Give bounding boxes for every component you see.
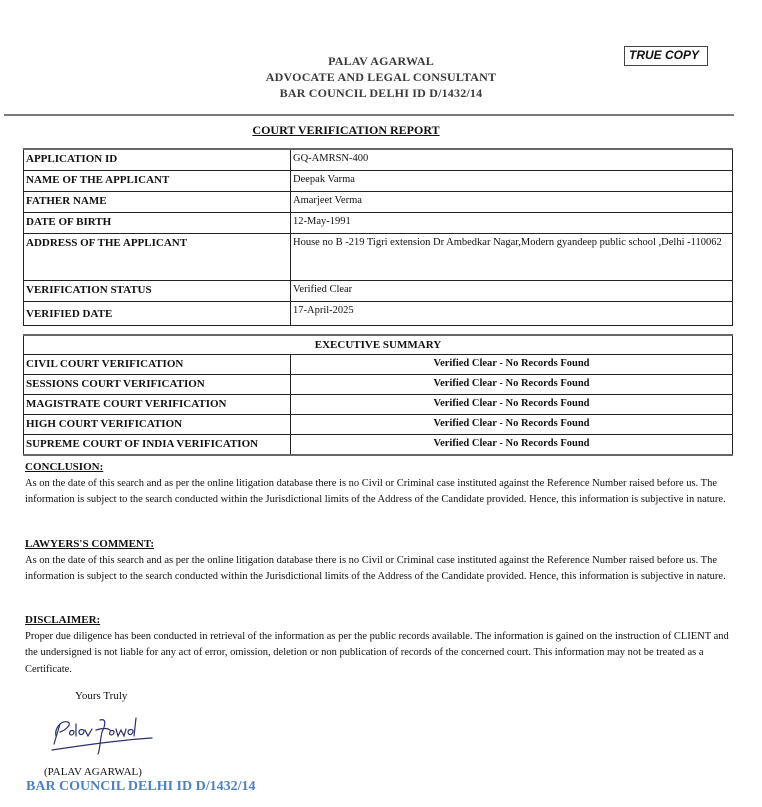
report-title: COURT VERIFICATION REPORT xyxy=(252,123,440,137)
court-label: SESSIONS COURT VERIFICATION xyxy=(24,375,291,395)
table-row xyxy=(24,192,733,213)
disclaimer-section xyxy=(25,612,737,678)
table-row xyxy=(24,213,733,234)
table-header-row xyxy=(24,335,733,355)
detail-value: House no B -219 Tigri extension Dr Ambedkar Nagar,Modern gyandeep public school ,Delhi -110062 xyxy=(291,234,733,281)
detail-value: Deepak Varma xyxy=(291,171,733,192)
table-row xyxy=(24,435,733,456)
detail-label: FATHER NAME xyxy=(24,192,291,213)
court-label: SUPREME COURT OF INDIA VERIFICATION xyxy=(24,435,291,456)
table-row xyxy=(24,149,733,171)
court-result: Verified Clear - No Records Found xyxy=(291,435,733,456)
detail-value: GQ-AMRSN-400 xyxy=(291,149,733,171)
table-row xyxy=(24,395,733,415)
executive-summary-table xyxy=(23,334,733,456)
court-result: Verified Clear - No Records Found xyxy=(291,395,733,415)
applicant-details-table xyxy=(23,148,733,326)
detail-value: 17-April-2025 xyxy=(291,302,733,326)
table-row xyxy=(24,171,733,192)
summary-title: EXECUTIVE SUMMARY xyxy=(24,335,733,355)
signatory-name: (PALAV AGARWAL) xyxy=(44,766,142,778)
court-label: HIGH COURT VERIFICATION xyxy=(24,415,291,435)
detail-label: APPLICATION ID xyxy=(24,149,291,171)
disclaimer-text: Proper due diligence has been conducted in retrieval of the information as per the public records available. The information is gained on the instruction of CLIENT and the undersigned is not liable for any act of error, omission, deletion or non publication of records of the concerned court. This information may not be treated as a Certificate. xyxy=(25,630,729,675)
detail-label: VERIFICATION STATUS xyxy=(24,281,291,302)
court-result: Verified Clear - No Records Found xyxy=(291,415,733,435)
closing-salutation: Yours Truly xyxy=(75,690,128,702)
table-row xyxy=(24,375,733,395)
signatory-bar-id: BAR COUNCIL DELHI ID D/1432/14 xyxy=(26,779,256,794)
table-row xyxy=(24,281,733,302)
table-row xyxy=(24,415,733,435)
conclusion-heading: CONCLUSION: xyxy=(25,461,104,473)
conclusion-section xyxy=(25,459,737,509)
lawyers-comment-heading: LAWYERS'S COMMENT: xyxy=(25,538,155,550)
advocate-name: PALAV AGARWAL xyxy=(328,54,434,68)
disclaimer-heading: DISCLAIMER: xyxy=(25,614,101,626)
conclusion-text: As on the date of this search and as per the online litigation database there is no Civil or Criminal case instituted against the Reference Number raised before us. The information is subject to the search conducted within the Jurisdictional limits of the Address of the Candidate provided. Hence, this information is subjective in nature. xyxy=(25,477,726,505)
table-row xyxy=(24,302,733,326)
advocate-designation: ADVOCATE AND LEGAL CONSULTANT xyxy=(265,70,497,84)
detail-label: DATE OF BIRTH xyxy=(24,213,291,234)
court-label: CIVIL COURT VERIFICATION xyxy=(24,355,291,375)
true-copy-stamp: TRUE COPY xyxy=(624,46,708,66)
detail-label: NAME OF THE APPLICANT xyxy=(24,171,291,192)
advocate-bar-id: BAR COUNCIL DELHI ID D/1432/14 xyxy=(279,86,483,100)
detail-value: Amarjeet Verma xyxy=(291,192,733,213)
signature-image xyxy=(48,710,158,760)
lawyers-comment-section xyxy=(25,536,737,586)
table-row xyxy=(24,234,733,281)
detail-value: Verified Clear xyxy=(291,281,733,302)
detail-label: VERIFIED DATE xyxy=(24,302,291,326)
detail-value: 12-May-1991 xyxy=(291,213,733,234)
table-row xyxy=(24,355,733,375)
header-divider xyxy=(4,114,734,116)
lawyers-comment-text: As on the date of this search and as per the online litigation database there is no Civil or Criminal case instituted against the Reference Number raised before us. The information is subject to the search conducted within the Jurisdictional limits of the Address of the Candidate provided. Hence, this information is subjective in nature. xyxy=(25,554,726,582)
court-result: Verified Clear - No Records Found xyxy=(291,375,733,395)
court-result: Verified Clear - No Records Found xyxy=(291,355,733,375)
detail-label: ADDRESS OF THE APPLICANT xyxy=(24,234,291,281)
court-label: MAGISTRATE COURT VERIFICATION xyxy=(24,395,291,415)
